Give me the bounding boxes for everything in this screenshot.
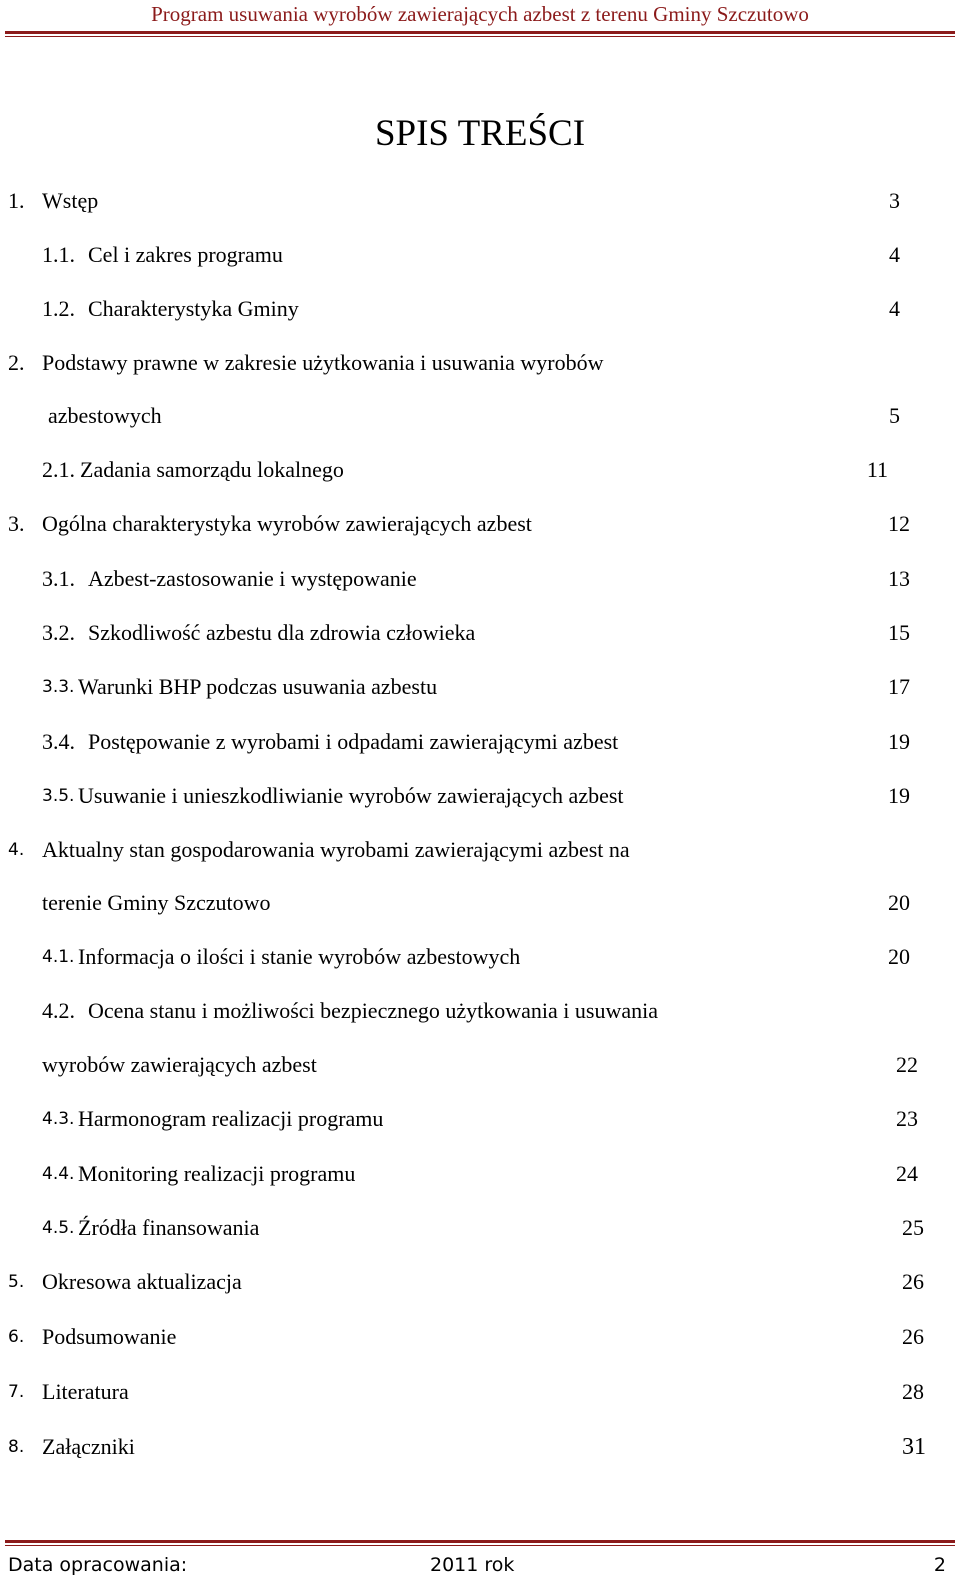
toc-entry xyxy=(0,294,960,324)
footer-rule-thin xyxy=(5,1545,955,1546)
toc-entry-page: 31 xyxy=(902,1434,926,1460)
toc-entry-label: Harmonogram realizacji programu xyxy=(78,1106,384,1131)
toc-entry-label: azbestowych xyxy=(48,403,162,428)
toc-entry-number: 4. xyxy=(8,840,25,860)
toc-entry-number: 3.1. xyxy=(42,566,75,591)
toc-entry-number: 4.3. xyxy=(42,1109,75,1129)
toc-entry xyxy=(0,1104,960,1134)
toc-entry xyxy=(0,618,960,648)
toc-entry-label: Monitoring realizacji programu xyxy=(78,1161,356,1186)
toc-entry-page: 5 xyxy=(889,403,900,428)
toc-entry-label: Postępowanie z wyrobami i odpadami zawierającymi azbest xyxy=(88,729,619,754)
toc-entry-number: 3.2. xyxy=(42,620,75,645)
toc-entry xyxy=(0,1322,960,1352)
toc-entry-page: 15 xyxy=(888,620,910,645)
toc-entry-page: 13 xyxy=(888,566,910,591)
toc-entry-label: Cel i zakres programu xyxy=(88,242,283,267)
toc-entry-page: 26 xyxy=(902,1269,924,1294)
toc-entry-number: 4.1. xyxy=(42,947,75,967)
toc-entry-number: 1.1. xyxy=(42,242,75,267)
toc-entry-label: Źródła finansowania xyxy=(78,1215,260,1240)
toc-entry xyxy=(0,1267,960,1297)
toc-entry xyxy=(0,186,960,216)
toc-entry-continuation xyxy=(0,1050,960,1080)
toc-entry xyxy=(0,942,960,972)
toc-entry-number: 3.5. xyxy=(42,786,75,806)
toc-entry-number: 8. xyxy=(8,1437,25,1457)
toc-entry-page: 11 xyxy=(866,457,888,482)
toc-entry-page: 26 xyxy=(902,1324,924,1349)
toc-title: SPIS TREŚCI xyxy=(374,113,586,154)
toc-entry xyxy=(0,348,960,378)
toc-entry-label: wyrobów zawierających azbest xyxy=(42,1052,317,1077)
toc-entry-page: 3 xyxy=(889,188,900,213)
toc-entry-label: Załączniki xyxy=(42,1434,135,1459)
toc-entry-number: 6. xyxy=(8,1327,25,1347)
toc-entry-continuation xyxy=(0,888,960,918)
toc-entry-label: Ocena stanu i możliwości bezpiecznego użytkowania i usuwania xyxy=(88,998,658,1023)
toc-entry-number: 4.4. xyxy=(42,1164,75,1184)
footer-rule xyxy=(5,1540,955,1543)
toc-entry xyxy=(0,455,960,485)
toc-entry xyxy=(0,564,960,594)
header-rule xyxy=(5,31,955,34)
toc-entry-page: 12 xyxy=(888,511,910,536)
toc-entry-number: 4.2. xyxy=(42,998,75,1023)
toc-entry-number: 2. xyxy=(8,350,25,375)
toc-entry-label: Ogólna charakterystyka wyrobów zawierających azbest xyxy=(42,511,532,536)
toc-entry xyxy=(0,1432,960,1462)
toc-entry-label: Okresowa aktualizacja xyxy=(42,1269,242,1294)
toc-entry-label: Podstawy prawne w zakresie użytkowania i usuwania wyrobów xyxy=(42,350,604,375)
toc-entry-label: Zadania samorządu lokalnego xyxy=(80,457,344,482)
toc-entry-number: 1. xyxy=(8,188,25,213)
toc-entry-label: Azbest-zastosowanie i występowanie xyxy=(88,566,417,591)
header-rule-thin xyxy=(5,36,955,37)
toc-entry-number: 3.3. xyxy=(42,677,75,697)
toc-entry xyxy=(0,672,960,702)
page-number: 2 xyxy=(933,1554,946,1576)
toc-entry-page: 28 xyxy=(902,1379,924,1404)
toc-entry xyxy=(0,1159,960,1189)
toc-entry-page: 22 xyxy=(896,1052,918,1077)
toc-entry-number: 5. xyxy=(8,1272,25,1292)
toc-entry xyxy=(0,835,960,865)
toc-entry-number: 4.5. xyxy=(42,1218,75,1238)
toc-entry xyxy=(0,1377,960,1407)
toc-entry xyxy=(0,996,960,1026)
toc-entry-page: 23 xyxy=(896,1106,918,1131)
toc-entry-label: Aktualny stan gospodarowania wyrobami zawierającymi azbest na xyxy=(42,837,630,862)
toc-entry-continuation xyxy=(0,401,960,431)
running-header: Program usuwania wyrobów zawierających azbest z terenu Gminy Szczutowo xyxy=(151,2,809,26)
toc-entry xyxy=(0,781,960,811)
toc-entry-label: Literatura xyxy=(42,1379,129,1404)
toc-entry-page: 25 xyxy=(902,1215,924,1240)
toc-entry xyxy=(0,727,960,757)
toc-entry-label: Charakterystyka Gminy xyxy=(88,296,299,321)
toc-entry-label: Podsumowanie xyxy=(42,1324,177,1349)
toc-entry-label: terenie Gminy Szczutowo xyxy=(42,890,271,915)
toc-entry-page: 17 xyxy=(888,674,910,699)
toc-entry-page: 19 xyxy=(888,783,910,808)
toc-entry xyxy=(0,1213,960,1243)
toc-entry-number: 1.2. xyxy=(42,296,75,321)
toc-entry-page: 20 xyxy=(888,944,910,969)
footer-date-value: 2011 rok xyxy=(430,1554,515,1576)
toc-entry-page: 4 xyxy=(889,296,900,321)
toc-entry xyxy=(0,509,960,539)
toc-entry-label: Usuwanie i unieszkodliwianie wyrobów zawierających azbest xyxy=(78,783,624,808)
toc-entry-label: Wstęp xyxy=(42,188,99,213)
toc-entry-number: 3. xyxy=(8,511,25,536)
toc-entry-page: 19 xyxy=(888,729,910,754)
toc-entry-page: 20 xyxy=(888,890,910,915)
footer-date-label: Data opracowania: xyxy=(8,1554,188,1576)
toc-entry-number: 3.4. xyxy=(42,729,75,754)
toc-entry-label: Warunki BHP podczas usuwania azbestu xyxy=(78,674,438,699)
toc-entry-number: 7. xyxy=(8,1382,25,1402)
toc-entry-page: 24 xyxy=(896,1161,918,1186)
toc-entry-label: Informacja o ilości i stanie wyrobów azbestowych xyxy=(78,944,521,969)
toc-entry-number: 2.1. xyxy=(42,457,75,482)
toc-entry xyxy=(0,240,960,270)
toc-entry-label: Szkodliwość azbestu dla zdrowia człowieka xyxy=(88,620,476,645)
toc-entry-page: 4 xyxy=(889,242,900,267)
